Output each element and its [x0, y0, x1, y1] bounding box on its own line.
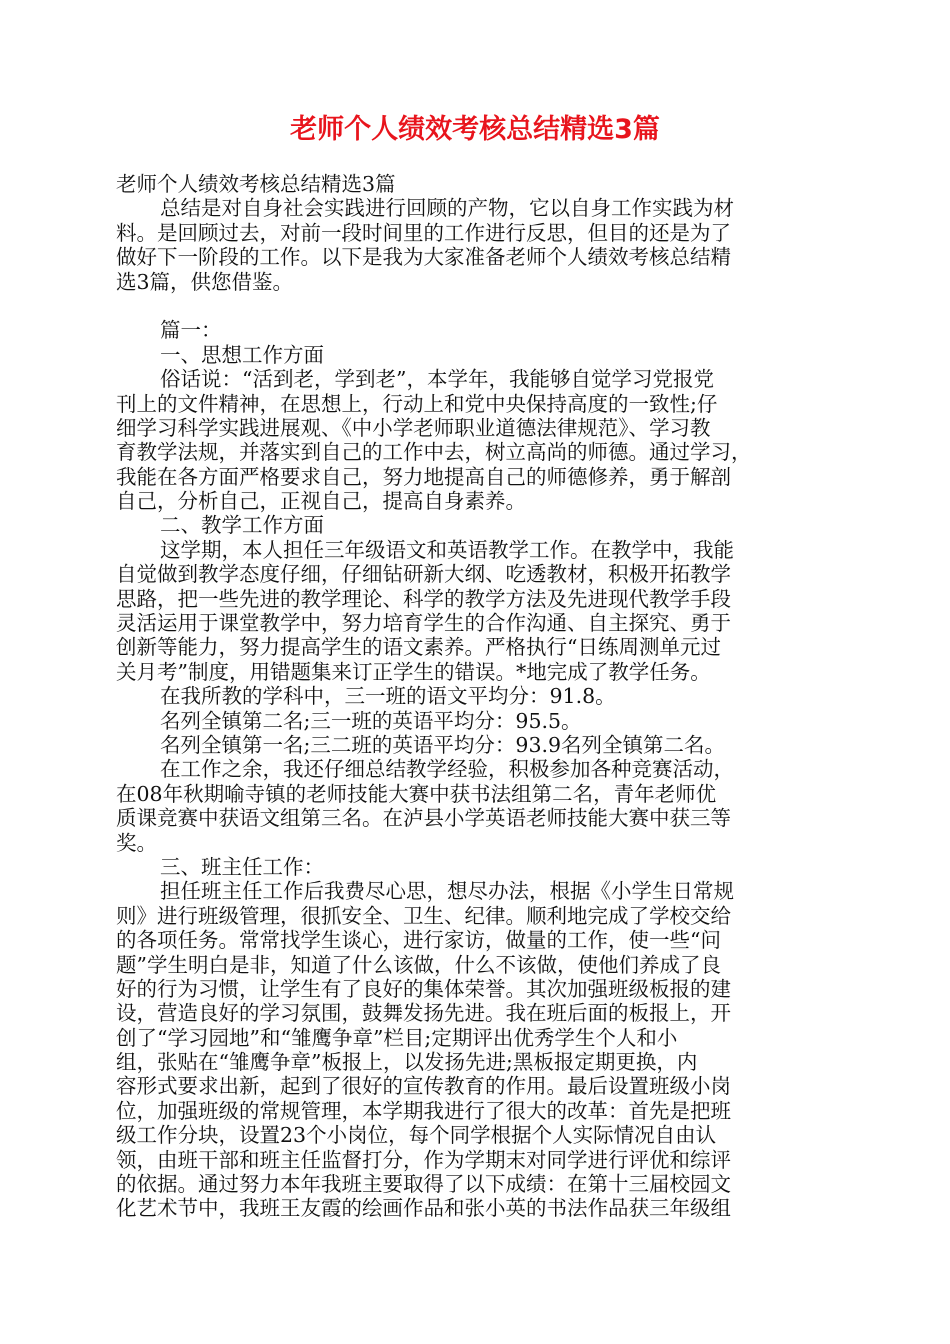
text-line: 位，加强班级的常规管理，本学期我进行了很大的改革：首先是把班 — [116, 1098, 731, 1123]
text-line: 总结是对自身社会实践进行回顾的产物，它以自身工作实践为材 — [160, 196, 734, 221]
text-line: 选3篇，供您借鉴。 — [116, 269, 294, 294]
text-line: 老师个人绩效考核总结精选3篇 — [116, 172, 396, 196]
text-line: 关月考”制度，用错题集来订正学生的错误。*地完成了教学任务。 — [116, 659, 711, 684]
text-line: 名列全镇第二名;三一班的英语平均分：95.5。 — [160, 708, 582, 733]
text-line: 题”学生明白是非，知道了什么该做，什么不该做，使他们养成了良 — [116, 952, 721, 977]
text-line: 细学习科学实践进展观、《中小学老师职业道德法律规范》、学习教 — [116, 415, 711, 440]
text-line: 这学期，本人担任三年级语文和英语教学工作。在教学中，我能 — [160, 537, 734, 562]
text-line: 在我所教的学科中，三一班的语文平均分：91.8。 — [160, 684, 616, 709]
text-line: 二、教学工作方面 — [160, 513, 324, 538]
text-line: 的依据。通过努力本年我班主要取得了以下成绩：在第十三届校园文 — [116, 1172, 731, 1197]
text-line: 我能在各方面严格要求自己，努力地提高自己的师德修养，勇于解剖 — [116, 464, 731, 489]
text-line: 质课竞赛中获语文组第三名。在泸县小学英语老师技能大赛中获三等 — [116, 806, 731, 831]
text-line: 思路，把一些先进的教学理论、科学的教学方法及先进现代教学手段 — [116, 586, 731, 611]
text-line: 料。是回顾过去，对前一段时间里的工作进行反思，但目的还是为了 — [116, 220, 731, 245]
text-line: 担任班主任工作后我费尽心思，想尽办法，根据《小学生日常规 — [160, 879, 734, 904]
text-line: 俗话说：“活到老，学到老”，本学年，我能够自觉学习党报党 — [160, 367, 714, 392]
text-line: 做好下一阶段的工作。以下是我为大家准备老师个人绩效考核总结精 — [116, 245, 731, 270]
text-line: 刊上的文件精神，在思想上，行动上和党中央保持高度的一致性;仔 — [116, 391, 718, 416]
text-line: 在工作之余，我还仔细总结教学经验，积极参加各种竞赛活动， — [160, 757, 734, 782]
text-line: 在08年秋期喻寺镇的老师技能大赛中获书法组第二名，青年老师优 — [116, 781, 717, 806]
text-line: 篇一： — [160, 318, 222, 343]
blank-line — [116, 294, 836, 318]
text-line: 三、班主任工作： — [160, 854, 324, 879]
text-line: 化艺术节中，我班王友霞的绘画作品和张小英的书法作品获三年级组 — [116, 1196, 731, 1221]
text-line: 创新等能力，努力提高学生的语文素养。严格执行“日练周测单元过 — [116, 635, 721, 660]
text-line: 一、思想工作方面 — [160, 342, 324, 367]
document-body — [116, 172, 836, 1221]
text-line: 则》进行班级管理，很抓安全、卫生、纪律。顺利地完成了学校交给 — [116, 903, 731, 928]
text-line: 奖。 — [116, 830, 157, 855]
text-line: 好的行为习惯，让学生有了良好的集体荣誉。其次加强班级板报的建 — [116, 976, 731, 1001]
document-title: 老师个人绩效考核总结精选3篇 — [290, 114, 660, 145]
text-line: 设，营造良好的学习氛围，鼓舞发扬先进。我在班后面的板报上，开 — [116, 1001, 731, 1026]
text-line: 组，张贴在“雏鹰争章”板报上，以发扬先进;黑板报定期更换，内 — [116, 1050, 698, 1075]
text-line: 级工作分块，设置23个小岗位，每个同学根据个人实际情况自由认 — [116, 1123, 717, 1148]
text-line: 名列全镇第一名;三二班的英语平均分：93.9名列全镇第二名。 — [160, 732, 726, 757]
text-line: 领，由班干部和班主任监督打分，作为学期末对同学进行评优和综评 — [116, 1147, 731, 1172]
text-line: 灵活运用于课堂教学中，努力培育学生的合作沟通、自主探究、勇于 — [116, 611, 731, 636]
text-line: 自己，分析自己，正视自己，提高自身素养。 — [116, 489, 526, 514]
text-line: 育教学法规，并落实到自己的工作中去，树立高尚的师德。通过学习， — [116, 440, 752, 465]
text-line: 的各项任务。常常找学生谈心，进行家访，做量的工作，使一些“问 — [116, 928, 721, 953]
text-line: 自觉做到教学态度仔细，仔细钻研新大纲、吃透教材，积极开拓教学 — [116, 562, 731, 587]
text-line: 容形式要求出新，起到了很好的宣传教育的作用。最后设置班级小岗 — [116, 1074, 731, 1099]
text-line: 创了“学习园地”和“雏鹰争章”栏目;定期评出优秀学生个人和小 — [116, 1025, 678, 1050]
